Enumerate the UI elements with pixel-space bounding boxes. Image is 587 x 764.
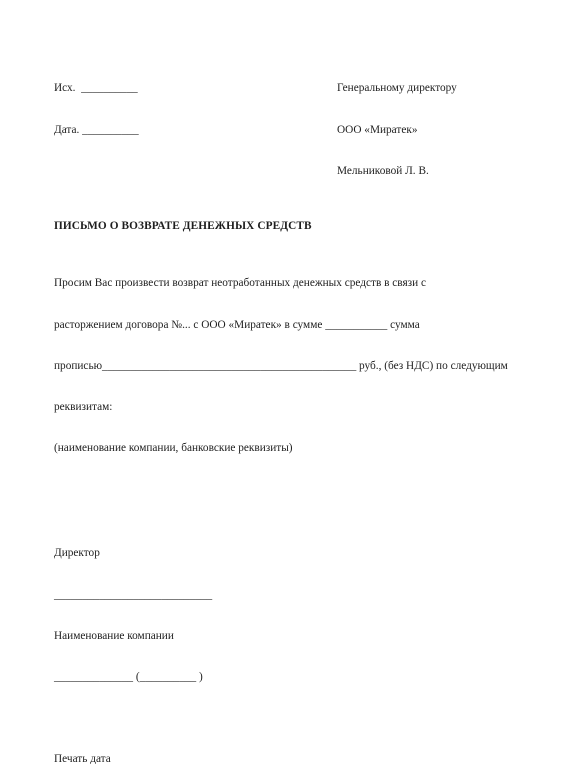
stamp-date: Печать дата (54, 752, 111, 764)
signature-underline: ____________________________ (54, 588, 213, 601)
letter-title: ПИСЬМО О ВОЗВРАТЕ ДЕНЕЖНЫХ СРЕДСТВ (54, 220, 312, 232)
body-line-2: расторжением договора №... с ООО «Миратек» в сумме ___________ сумма (54, 318, 420, 331)
body-line-4: реквизитам: (54, 400, 113, 413)
outgoing-date: Дата. __________ (54, 123, 139, 136)
recipient-title: Генеральному директору (337, 82, 457, 95)
body-line-1: Просим Вас произвести возврат неотработанных денежных средств в связи с (54, 277, 427, 290)
signer-position: Директор (54, 547, 100, 560)
recipient-name: Мельниковой Л. В. (337, 164, 429, 177)
signer-company-name: Наименование компании (54, 629, 174, 642)
body-line-3: прописью_____________________________________________ руб., (без НДС) по следующим (54, 359, 508, 372)
outgoing-number: Исх. __________ (54, 82, 138, 95)
signature-block (54, 520, 212, 764)
body-line-5: (наименование компании, банковские реквизиты) (54, 441, 293, 454)
recipient-block (337, 55, 457, 206)
recipient-company: ООО «Миратек» (337, 123, 418, 136)
spacer (54, 712, 212, 726)
signature-name-line: ______________ (__________ ) (54, 670, 203, 683)
letter-body (54, 250, 508, 483)
outgoing-info (54, 55, 139, 165)
